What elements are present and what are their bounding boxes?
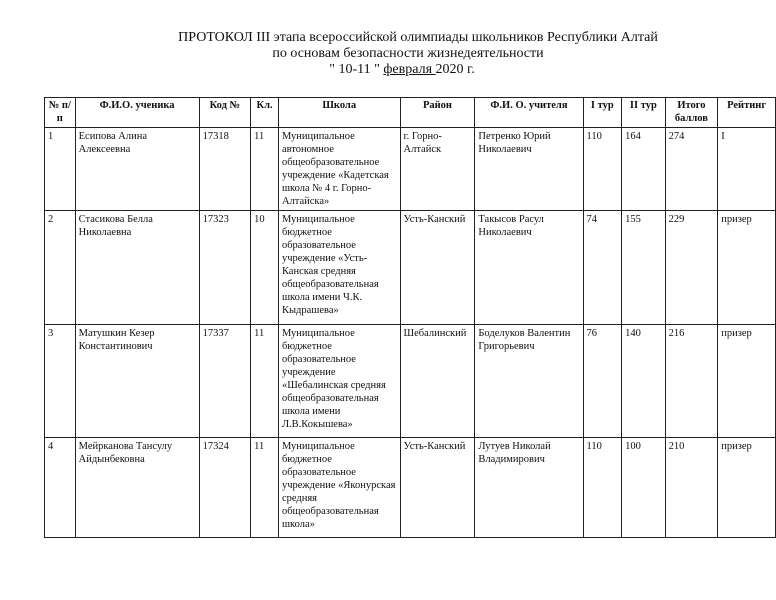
cell-code: 17337 (199, 325, 251, 438)
cell-tour2: 164 (622, 128, 665, 211)
header-rating: Рейтинг (718, 98, 776, 128)
table-row (45, 211, 776, 325)
cell-grade: 11 (251, 438, 279, 538)
cell-rating: призер (718, 211, 776, 325)
cell-teacher: Петренко Юрий Николаевич (475, 128, 583, 211)
cell-district: Шебалинский (400, 325, 475, 438)
cell-total: 216 (665, 325, 718, 438)
table-row (45, 325, 776, 438)
cell-name: Матушкин Кезер Константинович (75, 325, 199, 438)
cell-rating: I (718, 128, 776, 211)
cell-tour2: 100 (622, 438, 665, 538)
header-tour2: II тур (622, 98, 665, 128)
protocol-subject: по основам безопасности жизнедеятельности (272, 46, 544, 61)
table-header-row (45, 98, 776, 128)
header-name: Ф.И.О. ученика (75, 98, 199, 128)
cell-total: 210 (665, 438, 718, 538)
protocol-title: ПРОТОКОЛ III этапа всероссийской олимпиады школьников Республики Алтай (178, 30, 658, 45)
header-code: Код № (199, 98, 251, 128)
cell-code: 17318 (199, 128, 251, 211)
cell-total: 229 (665, 211, 718, 325)
cell-num: 1 (45, 128, 76, 211)
cell-district: г. Горно-Алтайск (400, 128, 475, 211)
document-header (0, 30, 776, 78)
cell-num: 2 (45, 211, 76, 325)
cell-tour1: 76 (583, 325, 622, 438)
cell-tour1: 74 (583, 211, 622, 325)
cell-school: Муниципальное бюджетное образовательное учреждение «Усть-Канская средняя общеобразовательная школа имени Ч.К. Кыдрашева» (278, 211, 400, 325)
table-row (45, 438, 776, 538)
cell-name: Есипова Алина Алексеевна (75, 128, 199, 211)
cell-district: Усть-Канский (400, 438, 475, 538)
cell-district: Усть-Канский (400, 211, 475, 325)
cell-rating: призер (718, 438, 776, 538)
cell-rating: призер (718, 325, 776, 438)
cell-school: Муниципальное бюджетное образовательное учреждение «Шебалинская средняя общеобразовательная школа имени Л.В.Кокышева» (278, 325, 400, 438)
cell-grade: 11 (251, 128, 279, 211)
cell-tour1: 110 (583, 438, 622, 538)
cell-name: Мейрканова Тансулу Айдынбековна (75, 438, 199, 538)
cell-grade: 11 (251, 325, 279, 438)
cell-tour1: 110 (583, 128, 622, 211)
header-total: Итого баллов (665, 98, 718, 128)
date-year: 2020 г. (435, 62, 475, 77)
cell-school: Муниципальное автономное общеобразовательное учреждение «Кадетская школа № 4 г. Горно-Алтайска» (278, 128, 400, 211)
cell-teacher: Лутуев Николай Владимирович (475, 438, 583, 538)
cell-teacher: Боделуков Валентин Григорьевич (475, 325, 583, 438)
cell-grade: 10 (251, 211, 279, 325)
results-table (44, 97, 776, 538)
cell-teacher: Такысов Расул Николаевич (475, 211, 583, 325)
header-tour1: I тур (583, 98, 622, 128)
cell-school: Муниципальное бюджетное образовательное учреждение «Яконурская средняя общеобразовательная школа» (278, 438, 400, 538)
protocol-date (0, 62, 776, 78)
cell-num: 3 (45, 325, 76, 438)
date-prefix: " 10-11 " (329, 62, 384, 77)
cell-num: 4 (45, 438, 76, 538)
cell-tour2: 140 (622, 325, 665, 438)
header-teacher: Ф.И. О. учителя (475, 98, 583, 128)
table-row (45, 128, 776, 211)
header-school: Школа (278, 98, 400, 128)
header-num: № п/п (45, 98, 76, 128)
cell-code: 17323 (199, 211, 251, 325)
cell-total: 274 (665, 128, 718, 211)
date-month: февраля (383, 62, 436, 77)
header-district: Район (400, 98, 475, 128)
cell-tour2: 155 (622, 211, 665, 325)
cell-code: 17324 (199, 438, 251, 538)
cell-name: Стасикова Белла Николаевна (75, 211, 199, 325)
header-grade: Кл. (251, 98, 279, 128)
